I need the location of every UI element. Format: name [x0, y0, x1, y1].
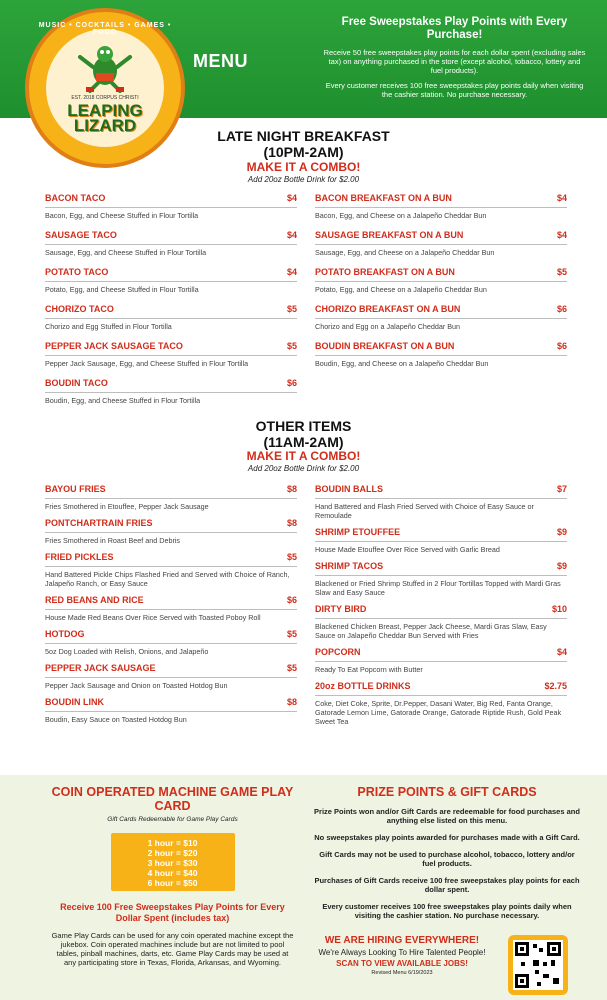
- menu-item: [315, 560, 567, 597]
- menu-item-price: $9: [556, 561, 567, 571]
- menu-item-price: $5: [286, 552, 297, 562]
- menu-item-divider: [315, 618, 567, 619]
- menu-item-description: Fries Smothered in Etouffee, Pepper Jack Sausage: [45, 502, 209, 511]
- menu-item: [315, 646, 567, 674]
- menu-item-description: Ready To Eat Popcorn with Butter: [315, 665, 423, 674]
- other-left-column: [45, 483, 297, 730]
- late-night-title-line2: (10PM-2AM): [263, 144, 344, 160]
- menu-item-divider: [315, 318, 567, 319]
- menu-item-price: $9: [556, 527, 567, 537]
- menu-item-price: $8: [286, 484, 297, 494]
- late-night-right-column: [315, 192, 567, 377]
- menu-item-divider: [315, 695, 567, 696]
- prize-text-4: Purchases of Gift Cards receive 100 free sweepstakes play points for each dollar spent.: [314, 876, 580, 894]
- menu-item-price: $8: [286, 697, 297, 707]
- menu-item-name: CHORIZO TACO: [45, 304, 114, 314]
- menu-item-price: $4: [286, 267, 297, 277]
- logo-name: [67, 103, 143, 133]
- menu-item-description: Boudin, Egg, and Cheese on a Jalapeño Cheddar Bun: [315, 359, 489, 368]
- menu-item-header: [45, 696, 297, 709]
- menu-item: [45, 303, 297, 331]
- menu-item-header: [45, 628, 297, 641]
- other-items-title-line2: (11AM-2AM): [263, 434, 344, 450]
- menu-item-name: DIRTY BIRD: [315, 604, 367, 614]
- other-right-column: [315, 483, 567, 732]
- menu-item-price: $4: [286, 193, 297, 203]
- menu-item-price: $8: [286, 518, 297, 528]
- menu-item-header: [45, 229, 297, 242]
- menu-item-divider: [315, 207, 567, 208]
- prize-section: [312, 785, 582, 920]
- late-night-left-column: [45, 192, 297, 414]
- menu-item-divider: [45, 643, 297, 644]
- menu-item-header: [315, 603, 567, 616]
- menu-item: [45, 192, 297, 220]
- prize-text-1: Prize Points won and/or Gift Cards are redeemable for food purchases and anything else listed on this menu.: [314, 807, 580, 825]
- menu-item: [315, 266, 567, 294]
- coin-price: 4 hour = $40: [147, 868, 198, 878]
- menu-item-price: $5: [286, 341, 297, 351]
- menu-item-header: [45, 483, 297, 496]
- menu-item-name: PONTCHARTRAIN FRIES: [45, 518, 153, 528]
- menu-item-header: [45, 192, 297, 205]
- menu-item-header: [315, 560, 567, 573]
- menu-item-divider: [45, 711, 297, 712]
- menu-item: [45, 662, 297, 690]
- menu-item-divider: [315, 355, 567, 356]
- coin-card-section: [50, 785, 295, 967]
- menu-item-price: $5: [286, 663, 297, 673]
- menu-title: MENU: [193, 51, 248, 71]
- menu-item-description: Hand Battered and Flash Fried Served with Choice of Easy Sauce or Remoulade: [315, 502, 534, 520]
- late-night-combo: MAKE IT A COMBO!: [246, 160, 361, 174]
- menu-item-description: Bacon, Egg, and Cheese Stuffed in Flour Tortilla: [45, 211, 199, 220]
- other-items-title: [0, 418, 607, 450]
- menu-item-description: Bacon, Egg, and Cheese on a Jalapeño Cheddar Bun: [315, 211, 487, 220]
- lizard-icon: [74, 43, 136, 93]
- menu-item-price: $6: [556, 304, 567, 314]
- menu-item-header: [315, 680, 567, 693]
- menu-item-description: Blackened Chicken Breast, Pepper Jack Cheese, Mardi Gras Slaw, Easy Sauce on Jalapeño Cheddar Bun Served with Fries: [315, 622, 547, 640]
- menu-item-price: $5: [556, 267, 567, 277]
- logo-name-line1: LEAPING: [67, 101, 143, 120]
- menu-item-divider: [315, 661, 567, 662]
- prize-title: PRIZE POINTS & GIFT CARDS: [357, 785, 537, 799]
- coin-title: COIN OPERATED MACHINE GAME PLAY CARD: [51, 785, 294, 813]
- menu-item-description: House Made Etouffee Over Rice Served with Garlic Bread: [315, 545, 500, 554]
- other-items-title-line1: OTHER ITEMS: [255, 418, 352, 434]
- menu-item: [45, 266, 297, 294]
- menu-item-name: BOUDIN LINK: [45, 697, 104, 707]
- menu-item-header: [45, 594, 297, 607]
- menu-item-header: [45, 266, 297, 279]
- menu-item-price: $4: [556, 193, 567, 203]
- menu-item-description: Fries Smothered in Roast Beef and Debris: [45, 536, 181, 545]
- menu-item-header: [45, 340, 297, 353]
- menu-item: [45, 340, 297, 368]
- menu-item: [315, 303, 567, 331]
- menu-item-price: $5: [286, 629, 297, 639]
- prize-text-5: Every customer receives 100 free sweepstakes play points daily when visiting the cashier station. No purchase necessary.: [322, 902, 572, 920]
- coin-small-note: Gift Cards Redeemable for Game Play Cards: [107, 816, 238, 823]
- menu-item-name: BOUDIN BREAKFAST ON A BUN: [315, 341, 455, 351]
- menu-item-header: [45, 517, 297, 530]
- menu-item: [315, 340, 567, 368]
- menu-item-name: POTATO TACO: [45, 267, 109, 277]
- menu-item: [45, 517, 297, 545]
- menu-item-header: [45, 303, 297, 316]
- menu-item-divider: [45, 244, 297, 245]
- menu-item-divider: [45, 609, 297, 610]
- logo-inner: [46, 29, 164, 147]
- menu-item-name: SAUSAGE BREAKFAST ON A BUN: [315, 230, 464, 240]
- menu-item-name: RED BEANS AND RICE: [45, 595, 144, 605]
- menu-item: [315, 526, 567, 554]
- menu-item-divider: [45, 318, 297, 319]
- menu-item-description: Coke, Diet Coke, Sprite, Dr.Pepper, Dasani Water, Big Red, Fanta Orange, Gatorade Lemon Lime, Gatorade Orange, Gatorade Riptide Rush, Gold Peak Sweet Tea: [315, 699, 562, 726]
- menu-item-header: [315, 483, 567, 496]
- other-combo-sub: Add 20oz Bottle Drink for $2.00: [247, 464, 360, 473]
- menu-item-price: $4: [286, 230, 297, 240]
- hiring-text: We're Always Looking To Hire Talented People!: [318, 948, 486, 957]
- menu-item: [45, 551, 297, 588]
- coin-price: 3 hour = $30: [147, 858, 198, 868]
- coin-info-text: Game Play Cards can be used for any coin operated machine except the jukebox. Coin operated machines include but are not limited to pool tables, pinball machines, darts, etc. Game Play Cards may be used at any participating store in Texas, Florida, Arkansas, and Wyoming.: [51, 931, 294, 967]
- menu-item-header: [315, 229, 567, 242]
- qr-code-icon: [513, 940, 563, 990]
- menu-item-divider: [45, 677, 297, 678]
- menu-item-description: Chorizo and Egg Stuffed in Flour Tortilla: [45, 322, 172, 331]
- hiring-scan-text: SCAN TO VIEW AVAILABLE JOBS!: [336, 959, 468, 968]
- menu-item-name: SHRIMP ETOUFFEE: [315, 527, 401, 537]
- menu-item-name: PEPPER JACK SAUSAGE: [45, 663, 156, 673]
- menu-item-divider: [45, 355, 297, 356]
- menu-item-divider: [45, 532, 297, 533]
- jobs-qr-code[interactable]: [508, 935, 568, 995]
- menu-item-description: Potato, Egg, and Cheese on a Jalapeño Cheddar Bun: [315, 285, 487, 294]
- menu-item-divider: [315, 575, 567, 576]
- menu-item-divider: [315, 281, 567, 282]
- menu-item-header: [315, 526, 567, 539]
- menu-item-divider: [315, 541, 567, 542]
- menu-item-header: [315, 192, 567, 205]
- menu-item-name: FRIED PICKLES: [45, 552, 114, 562]
- menu-item-name: BAYOU FRIES: [45, 484, 106, 494]
- menu-item-description: Pepper Jack Sausage, Egg, and Cheese Stuffed in Flour Tortilla: [45, 359, 249, 368]
- logo-est: EST. 2018 CORPUS CHRISTI: [71, 95, 139, 101]
- menu-item-price: $10: [551, 604, 567, 614]
- menu-item-description: House Made Red Beans Over Rice Served with Toasted Poboy Roll: [45, 613, 261, 622]
- coin-price: 1 hour = $10: [147, 838, 198, 848]
- menu-item-name: POTATO BREAKFAST ON A BUN: [315, 267, 455, 277]
- menu-item-description: Blackened or Fried Shrimp Stuffed in 2 Flour Tortillas Topped with Mardi Gras Slaw and Easy Sauce: [315, 579, 561, 597]
- menu-item-price: $5: [286, 304, 297, 314]
- menu-item-price: $6: [286, 378, 297, 388]
- menu-item-name: POPCORN: [315, 647, 361, 657]
- menu-item-name: BOUDIN BALLS: [315, 484, 383, 494]
- coin-price: 2 hour = $20: [147, 848, 198, 858]
- menu-item-divider: [315, 244, 567, 245]
- menu-item-name: BOUDIN TACO: [45, 378, 108, 388]
- coin-earn-text: Receive 100 Free Sweepstakes Play Points for Every Dollar Spent (includes tax): [60, 902, 285, 923]
- menu-item: [315, 680, 567, 726]
- coin-price-box: [111, 833, 235, 891]
- menu-item-divider: [45, 392, 297, 393]
- menu-item: [315, 603, 567, 640]
- menu-item-price: $4: [556, 647, 567, 657]
- hiring-section: [312, 935, 492, 976]
- menu-item-description: Sausage, Egg, and Cheese on a Jalapeño Cheddar Bun: [315, 248, 495, 257]
- menu-item: [45, 696, 297, 724]
- menu-item: [315, 483, 567, 520]
- menu-item-name: PEPPER JACK SAUSAGE TACO: [45, 341, 183, 351]
- promo-block: [322, 16, 587, 105]
- menu-item-name: CHORIZO BREAKFAST ON A BUN: [315, 304, 461, 314]
- menu-item-header: [45, 377, 297, 390]
- menu-item-divider: [45, 207, 297, 208]
- menu-item-price: $4: [556, 230, 567, 240]
- menu-item-description: Chorizo and Egg on a Jalapeño Cheddar Bun: [315, 322, 461, 331]
- menu-item-price: $6: [556, 341, 567, 351]
- logo-ring-text: MUSIC • COCKTAILS • GAMES • FOOD: [38, 22, 172, 36]
- promo-title: Free Sweepstakes Play Points with Every Purchase!: [341, 16, 568, 41]
- late-night-title-line1: LATE NIGHT BREAKFAST: [217, 128, 390, 144]
- menu-item-name: SAUSAGE TACO: [45, 230, 117, 240]
- promo-line1: Receive 50 free sweepstakes play points for each dollar spent (excluding sales tax) on anything purchased in the store (except alcohol, tobacco, lottery and fuel products).: [323, 48, 586, 75]
- menu-item: [45, 483, 297, 511]
- revised-date: Revised Menu 6/19/2023: [371, 970, 433, 976]
- menu-item-description: Potato, Egg, and Cheese Stuffed in Flour Tortilla: [45, 285, 199, 294]
- menu-item-header: [315, 646, 567, 659]
- menu-item-name: BACON BREAKFAST ON A BUN: [315, 193, 452, 203]
- menu-item: [45, 628, 297, 656]
- menu-item-description: 5oz Dog Loaded with Relish, Onions, and Jalapeño: [45, 647, 209, 656]
- menu-item-header: [315, 266, 567, 279]
- menu-item-name: BACON TACO: [45, 193, 106, 203]
- menu-item-name: 20oz BOTTLE DRINKS: [315, 681, 411, 691]
- menu-item-divider: [45, 498, 297, 499]
- menu-item-price: $7: [556, 484, 567, 494]
- menu-item-header: [315, 303, 567, 316]
- menu-item-description: Boudin, Egg, and Cheese Stuffed in Flour Tortilla: [45, 396, 201, 405]
- promo-line2: Every customer receives 100 free sweepstakes play points daily when visiting the cashier station. No purchase necessary.: [325, 81, 584, 99]
- menu-item: [45, 594, 297, 622]
- menu-item-divider: [315, 498, 567, 499]
- menu-item-description: Boudin, Easy Sauce on Toasted Hotdog Bun: [45, 715, 187, 724]
- menu-item-description: Hand Battered Pickle Chips Flashed Fried and Served with Choice of Ranch, Jalapeño Ranch, or Easy Sauce: [45, 570, 290, 588]
- menu-item-name: SHRIMP TACOS: [315, 561, 384, 571]
- other-combo: MAKE IT A COMBO!: [246, 449, 361, 463]
- menu-item-price: $6: [286, 595, 297, 605]
- coin-price: 6 hour = $50: [147, 878, 198, 888]
- menu-item-header: [315, 340, 567, 353]
- logo-name-line2: LIZARD: [73, 116, 137, 135]
- menu-item-header: [45, 662, 297, 675]
- prize-text-2: No sweepstakes play points awarded for purchases made with a Gift Card.: [314, 833, 580, 842]
- menu-item: [45, 377, 297, 405]
- late-night-combo-sub: Add 20oz Bottle Drink for $2.00: [247, 175, 360, 184]
- menu-item-name: HOTDOG: [45, 629, 85, 639]
- menu-item: [45, 229, 297, 257]
- menu-item-divider: [45, 566, 297, 567]
- menu-item-description: Pepper Jack Sausage and Onion on Toasted Hotdog Bun: [45, 681, 228, 690]
- hiring-title: WE ARE HIRING EVERYWHERE!: [324, 935, 480, 946]
- menu-item-price: $2.75: [544, 681, 567, 691]
- leaping-lizard-logo: [25, 8, 185, 168]
- menu-item-description: Sausage, Egg, and Cheese Stuffed in Flour Tortilla: [45, 248, 207, 257]
- menu-item-header: [45, 551, 297, 564]
- prize-text-3: Gift Cards may not be used to purchase alcohol, tobacco, lottery and/or fuel products.: [319, 850, 575, 868]
- menu-item: [315, 192, 567, 220]
- menu-item: [315, 229, 567, 257]
- menu-item-divider: [45, 281, 297, 282]
